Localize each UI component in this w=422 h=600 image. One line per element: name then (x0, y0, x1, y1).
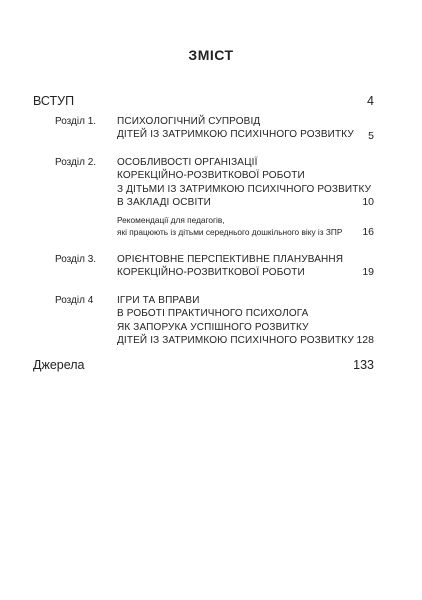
section-3-label: Розділ 3. (55, 254, 97, 265)
section-2-title-line: З ДІТЬМИ ІЗ ЗАТРИМКОЮ ПСИХІЧНОГО РОЗВИТКУ (117, 183, 372, 195)
section-3-page: 19 (362, 266, 374, 278)
section-2-label: Розділ 2. (55, 157, 97, 168)
section-1-title-line: ПСИХОЛОГІЧНИЙ СУПРОВІД (117, 116, 261, 127)
section-1-page: 5 (368, 130, 374, 142)
section-2-page: 10 (362, 196, 374, 208)
section-4-title-line: ДІТЕЙ ІЗ ЗАТРИМКОЮ ПСИХІЧНОГО РОЗВИТКУ (117, 335, 354, 347)
intro-page: 4 (367, 94, 374, 108)
section-1-label: Розділ 1. (55, 116, 97, 127)
sources-page: 133 (353, 358, 374, 372)
section-2-title-line: В ЗАКЛАДІ ОСВІТИ (117, 197, 212, 209)
intro-label: ВСТУП (33, 94, 75, 108)
subitem-line: які працюють із дітьми середнього дошкільного віку із ЗПР (117, 226, 343, 237)
section-2-subitem (117, 215, 342, 238)
section-4-title-line: ЯК ЗАПОРУКА УСПІШНОГО РОЗВИТКУ (117, 321, 309, 333)
section-2-title (117, 156, 371, 210)
section-2-title-line: КОРЕКЦІЙНО-РОЗВИТКОВОЇ РОБОТИ (117, 170, 305, 182)
section-4-title (117, 294, 354, 348)
section-2-subitem-page: 16 (362, 226, 374, 238)
section-4-label: Розділ 4 (55, 295, 94, 306)
subitem-line: Рекомендації для педагогів, (117, 215, 225, 225)
section-1-title-line: ДІТЕЙ ІЗ ЗАТРИМКОЮ ПСИХІЧНОГО РОЗВИТКУ (117, 129, 354, 141)
section-1-title (117, 115, 354, 142)
section-4-title-line: ІГРИ ТА ВПРАВИ (117, 295, 200, 306)
section-3-title-line: ОРІЄНТОВНЕ ПЕРСПЕКТИВНЕ ПЛАНУВАННЯ (117, 254, 344, 265)
section-3-title (117, 253, 343, 280)
section-2-title-line: ОСОБЛИВОСТІ ОРГАНІЗАЦІЇ (117, 157, 258, 168)
section-4-title-line: В РОБОТІ ПРАКТИЧНОГО ПСИХОЛОГА (117, 308, 309, 320)
section-4-page: 128 (356, 334, 374, 346)
page-title: ЗМІСТ (188, 47, 234, 63)
sources-label: Джерела (33, 358, 85, 372)
section-3-title-line: КОРЕКЦІЙНО-РОЗВИТКОВОЇ РОБОТИ (117, 267, 305, 279)
